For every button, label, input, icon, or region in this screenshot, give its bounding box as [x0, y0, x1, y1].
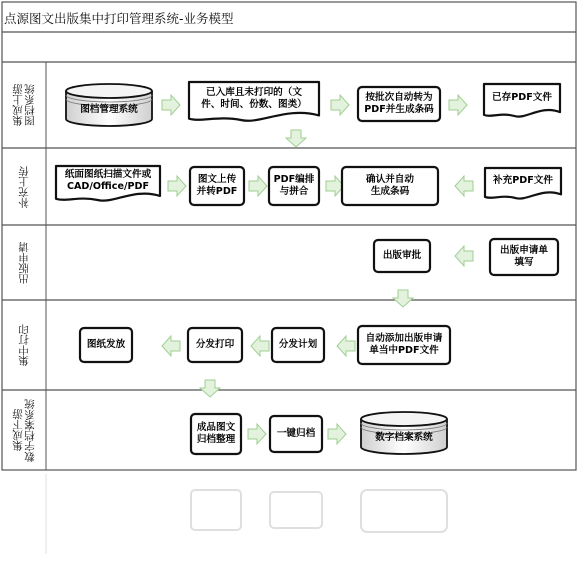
flow-arrow	[328, 424, 346, 444]
flow-arrow	[200, 380, 220, 397]
lane-grid	[2, 2, 576, 470]
node-confirm-barcode-label: 确认并自动 生成条码	[366, 174, 414, 197]
node-digital-archive-label: 数字档案系统	[375, 432, 433, 443]
lane-label-text: 集中打印	[18, 324, 30, 366]
outer-frame	[2, 2, 576, 470]
node-publish-approval-label: 出版审批	[382, 250, 422, 261]
flow-arrow	[449, 95, 467, 115]
flow-arrow	[455, 176, 473, 196]
flow-arrow	[251, 336, 269, 356]
node-one-click-archive-label: 一键归档	[276, 428, 316, 439]
flow-arrow	[162, 336, 180, 356]
node-auto-add-pdf-label: 自动添加出版申请 单当中PDF文件	[365, 333, 443, 356]
lane-label-3	[2, 225, 46, 300]
diagram-title: 点源图文出版集中打印管理系统-业务模型	[4, 11, 234, 26]
flow-arrow	[248, 424, 266, 444]
flow-nodes	[56, 82, 561, 454]
lane-label-2	[2, 148, 46, 225]
node-unprinted-docs-label: 已入库且未打印的（文 件、时间、份数、图类）	[201, 87, 307, 110]
node-pdf-edit-label: PDF编排 与拼合	[273, 174, 315, 197]
flow-arrow	[168, 176, 186, 196]
lane-label-text: 补充上传	[18, 165, 30, 208]
node-supplement-pdf-label: 补充PDF文件	[493, 175, 553, 186]
node-dispatch-print-label: 分发打印	[195, 339, 235, 350]
flow-arrow	[249, 176, 267, 196]
lane-label-5	[2, 390, 46, 470]
flow-arrow	[331, 95, 349, 115]
flow-arrow	[393, 290, 413, 307]
flow-arrow	[162, 95, 180, 115]
node-batch-convert-label: 按批次自动转为 PDF并生成条码	[364, 92, 434, 115]
node-fill-application-label: 出版申请单 填写	[500, 245, 548, 268]
lane-label-1	[2, 62, 46, 148]
flow-arrow	[337, 336, 355, 356]
lane-label-text: 集成下游 数字档案系统	[12, 398, 36, 462]
node-tudang-system-label: 图档管理系统	[80, 104, 138, 115]
node-archive-sort-label: 成品图文 归档整理	[196, 422, 236, 445]
node-upload-convert-label: 图文上传 并转PDF	[196, 174, 238, 197]
node-dispatch-plan-label: 分发计划	[278, 339, 318, 350]
node-paper-scan-label: 纸面图纸扫描文件或 CAD/Office/PDF	[64, 169, 152, 192]
lane-label-text: 集成上游 图档系统	[12, 84, 36, 126]
lane-label-4	[2, 300, 46, 390]
flow-arrow	[286, 130, 306, 147]
flow-arrow	[455, 246, 473, 266]
node-drawing-dispatch-label: 图纸发放	[86, 339, 126, 350]
node-saved-pdf-label: 已存PDF文件	[492, 92, 552, 103]
lane-label-text: 出版申请	[18, 241, 30, 284]
